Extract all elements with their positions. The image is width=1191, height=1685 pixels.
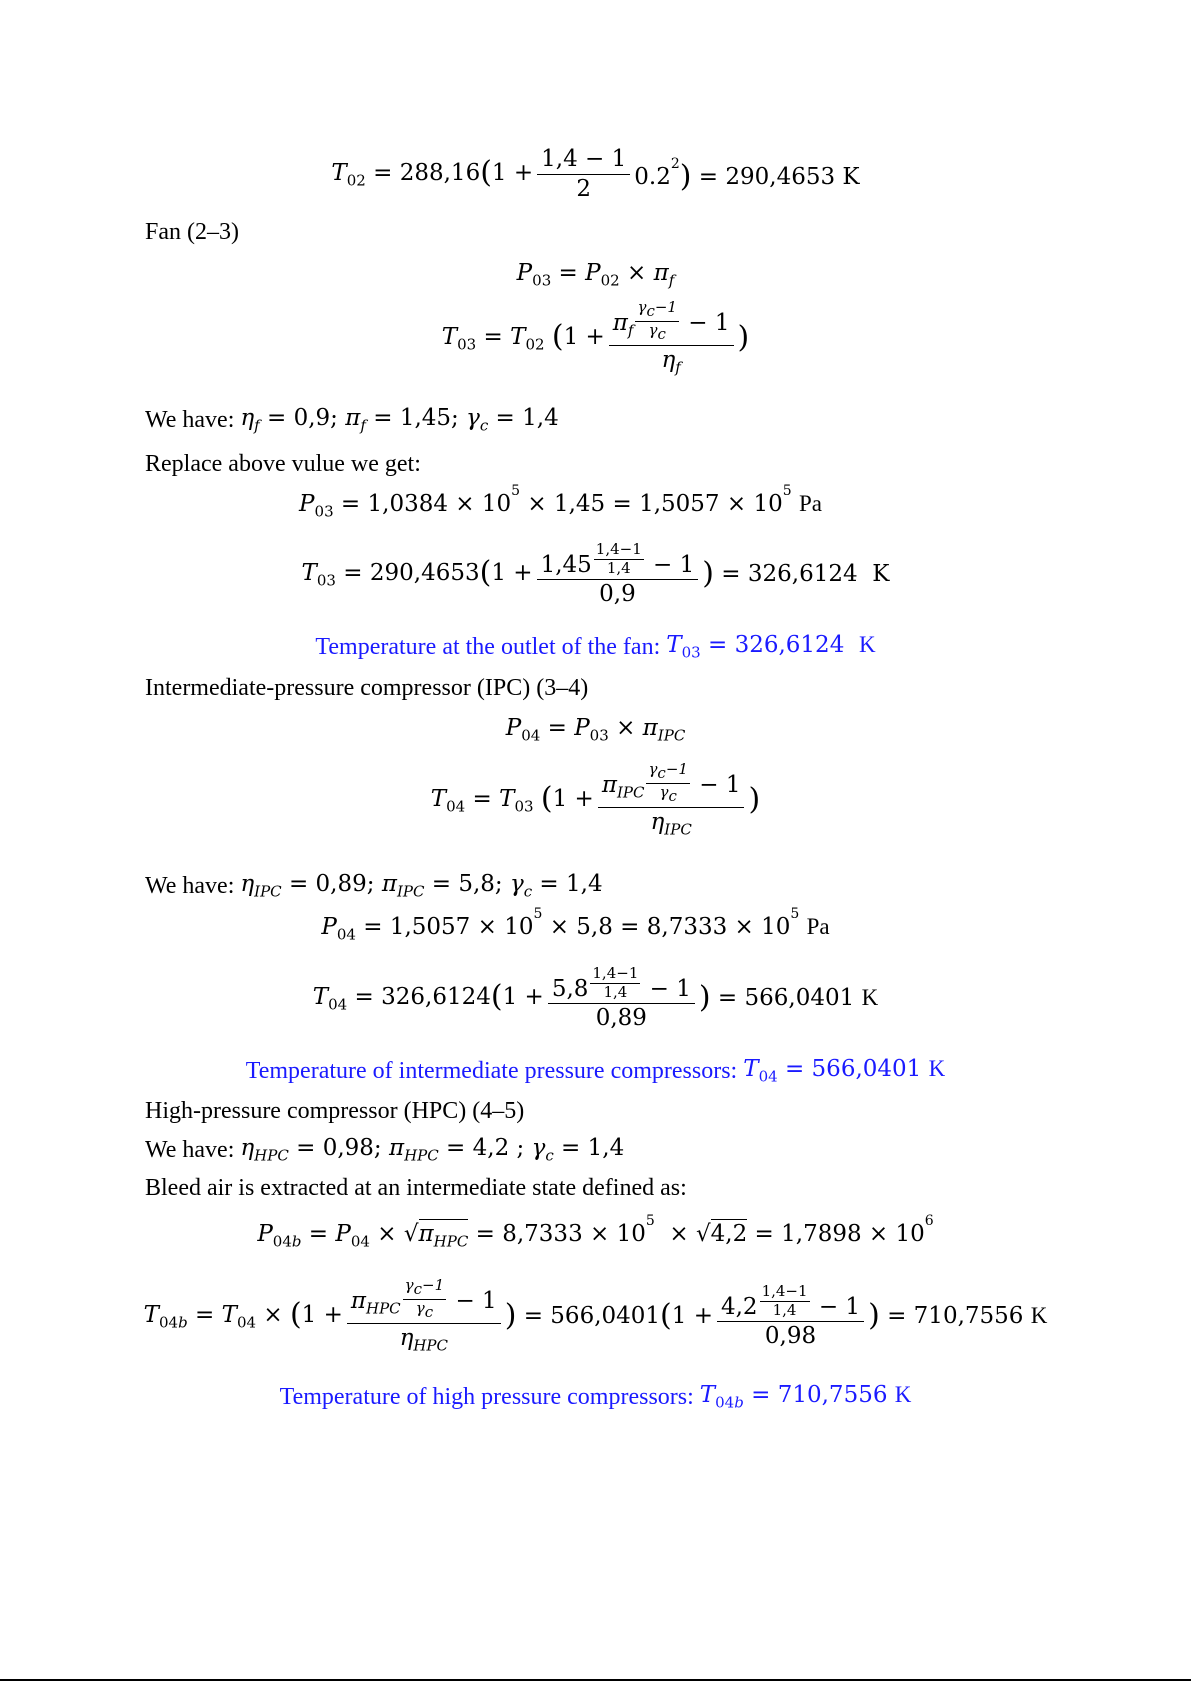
- section-heading-fan: Fan (2–3): [145, 218, 239, 245]
- equation-t03-value: $T_{03} = 290,4653(1$ + 1,45 $\frac{1,4-1}{1,4}$ − 1 0,9 ) = 326,6124 K: [301, 539, 890, 607]
- equation-p04-formula: $P_{04} = P_{03} \times \pi_{IPC}$: [505, 715, 686, 745]
- footer-rule: [0, 1679, 1191, 1681]
- equation-t04-value: $T_{04} = 326,6124(1$ + 5,8 $\frac{1,4-1}{1,4}$ − 1 0,89 ) = 566,0401 K: [312, 963, 879, 1031]
- ipc-given-values: We have: $\eta_{IPC} = 0,89$; $\pi_{IPC} = 5,8$; $\gamma_c = 1,4$: [145, 871, 603, 901]
- replace-text: Replace above vulue we get:: [145, 450, 421, 477]
- section-heading-hpc: High-pressure compressor (HPC) (4–5): [145, 1097, 525, 1124]
- equation-p03-value: $P_{03} = 1,0384 \times 10^5 \times 1,45 = 1,5057 \times 10^5$ Pa: [299, 483, 822, 521]
- hpc-result: Temperature of high pressure compressors: $T_{04b} = 710,7556$ K: [279, 1382, 912, 1412]
- equation-p04b: $P_{04b} = P_{04} \times √\pi_{HPC} = 8,7333 \times 10^5 \times √4,2 = 1,7898 \times 10^6$: [257, 1213, 934, 1251]
- hpc-given-values: We have: $\eta_{HPC} = 0,98$; $\pi_{HPC} = 4,2$ ; $\gamma_c = 1,4$: [145, 1135, 625, 1165]
- fan-result: Temperature at the outlet of the fan: $T_{03} = 326,6124$ K: [315, 632, 876, 662]
- fan-given-values: We have: $\eta_f = 0,9$; $\pi_f = 1,45$; $\gamma_c = 1,4$: [145, 405, 559, 435]
- equation-p04-value: $P_{04} = 1,5057 \times 10^5 \times 5,8 = 8,7333 \times 10^5$ Pa: [321, 906, 830, 944]
- section-heading-ipc: Intermediate-pressure compressor (IPC) (3–4): [145, 674, 589, 701]
- equation-t04-formula: $T_{04} = T_{03}$ (1 + $\pi_{IPC}$ $\frac{\gamma_c-1}{\gamma_c}$ − 1 $\eta_{IPC}$ ): [430, 760, 761, 839]
- equation-p03-formula: $P_{03} = P_{02} \times \pi_f$: [516, 260, 675, 290]
- equation-t02: $T_{02} = 288,16(1$ + $\frac{1,4 - 1}{2}$ $0.2^2) = 290,4653$ K: [331, 146, 860, 202]
- equation-t03-formula: $T_{03} = T_{02}$ (1 + $\pi_f$ $\frac{\gamma_c-1}{\gamma_c}$ − 1 $\eta_f$ ): [441, 298, 750, 377]
- ipc-result: Temperature of intermediate pressure compressors: $T_{04} = 566,0401$ K: [245, 1056, 946, 1086]
- equation-t04b: $T_{04b} = T_{04} \times (1$ + $\pi_{HPC}$ $\frac{\gamma_c-1}{\gamma_c}$ − 1 $\eta_{HPC}$ ) = 566,0401(1 + 4,2 $\frac{1,4-1}{1,4}$ − 1 0,98 ) = 710,7556 K: [143, 1276, 1048, 1355]
- bleed-text: Bleed air is extracted at an intermediate state defined as:: [145, 1174, 687, 1201]
